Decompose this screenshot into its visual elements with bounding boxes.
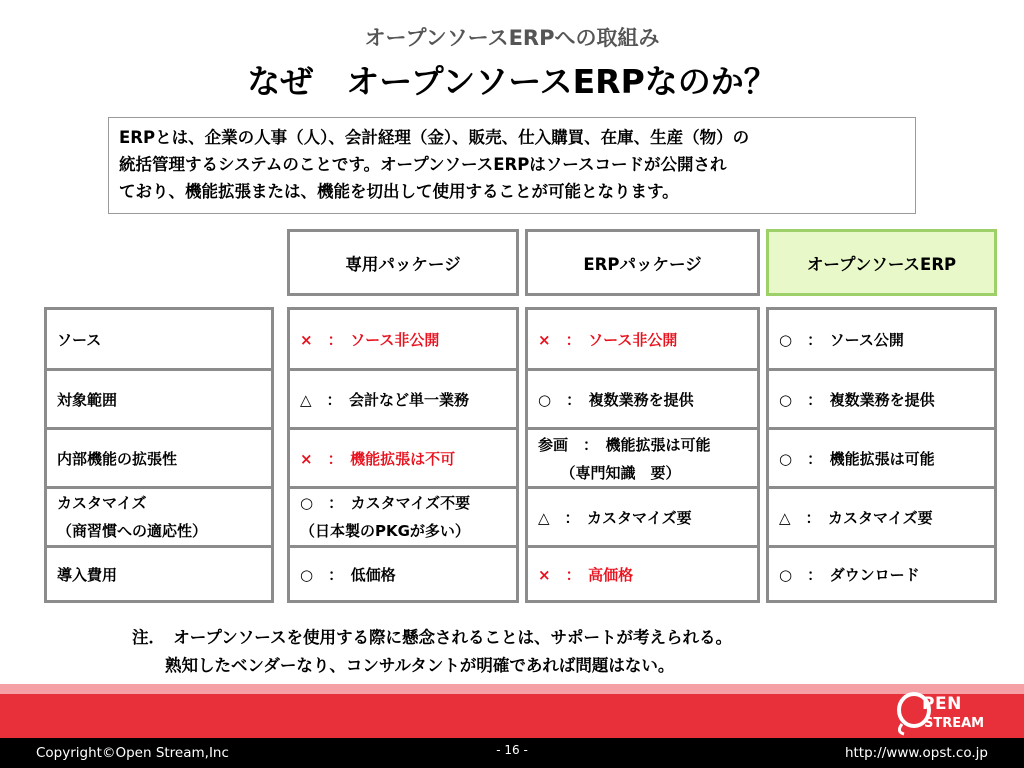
footer-stripe-highlight: [0, 684, 1024, 694]
column-header-label: ERPパッケージ: [583, 254, 702, 274]
erp-cell-scope: [528, 371, 757, 427]
footer-url-link[interactable]: http://www.opst.co.jp: [844, 745, 988, 761]
erp-column: [525, 307, 760, 603]
pkg-cell-cost: [290, 548, 516, 600]
cell-text: （専門知識 要）: [538, 464, 681, 482]
footer-bar: [0, 738, 1024, 768]
cell-text: （日本製のPKGが多い）: [300, 522, 470, 540]
row-label-source: [47, 310, 271, 368]
row-label-text: 内部機能の拡張性: [57, 449, 178, 468]
intro-line: ERPとは、企業の人事（人）、会計経理（金）、販売、仕入購買、在庫、生産（物）の: [119, 128, 750, 147]
page-number: - 16 -: [496, 743, 528, 757]
oss-cell-source: [769, 310, 994, 368]
intro-line: 統括管理するシステムのことです。オープンソースERPはソースコードが公開され: [119, 155, 727, 174]
pkg-cell-customize: [290, 486, 516, 545]
footnote: [132, 624, 732, 680]
cell-text: △ ： 会計など単一業務: [300, 390, 470, 409]
row-label-text: （商習慣への適応性）: [57, 522, 208, 540]
page-subtitle: オープンソースERPへの取組み: [364, 26, 660, 50]
pkg-cell-extensibility: [290, 430, 516, 486]
open-stream-logo: [894, 690, 994, 738]
cell-text: ○ ： 低価格: [300, 565, 396, 584]
column-header-erp: [525, 229, 760, 296]
logo-text-line1: PEN: [922, 694, 962, 714]
row-label-text: 対象範囲: [57, 390, 118, 409]
pkg-column: [287, 307, 519, 603]
erp-cell-extensibility: [528, 428, 757, 486]
page-title: なぜ オープンソースERPなのか？: [247, 62, 777, 101]
oss-cell-extensibility: [769, 430, 994, 486]
copyright-text: Copyright©Open Stream,Inc: [36, 745, 229, 761]
cell-text: △ ： カスタマイズ要: [538, 508, 692, 527]
column-header-oss: [766, 229, 997, 296]
erp-cell-source: [528, 310, 757, 368]
row-label-text: ソース: [57, 330, 102, 349]
erp-cell-customize: [528, 489, 757, 545]
row-label-extensibility: [47, 430, 271, 486]
cell-text: ○ ： 複数業務を提供: [538, 390, 694, 409]
cell-text: 参画 ： 機能拡張は可能: [538, 436, 711, 454]
cell-text: × ： 高価格: [538, 565, 634, 584]
intro-box: [108, 117, 916, 214]
cell-text: ○ ： 機能拡張は可能: [779, 449, 935, 468]
row-label-text: カスタマイズ: [57, 494, 147, 512]
row-label-customize: [47, 486, 271, 545]
erp-cell-cost: [528, 548, 757, 600]
cell-text: × ： 機能拡張は不可: [300, 449, 456, 468]
intro-line: ており、機能拡張または、機能を切出して使用することが可能となります。: [119, 182, 679, 201]
logo-text-line2: STREAM: [924, 716, 985, 731]
cell-text: △ ： カスタマイズ要: [779, 508, 933, 527]
footnote-line: 熟知したベンダーなり、コンサルタントが明確であれば問題はない。: [132, 656, 675, 675]
column-header-label: 専用パッケージ: [345, 254, 461, 274]
cell-text: ○ ： カスタマイズ不要: [300, 494, 471, 512]
cell-text: × ： ソース非公開: [300, 330, 440, 349]
cell-text: × ： ソース非公開: [538, 330, 678, 349]
column-header-label: オープンソースERP: [806, 254, 957, 274]
row-label-scope: [47, 371, 271, 427]
pkg-cell-source: [290, 310, 516, 368]
row-label-text: 導入費用: [57, 565, 118, 584]
oss-column: [766, 307, 997, 603]
cell-text: ○ ： ダウンロード: [779, 565, 920, 584]
column-header-pkg: [287, 229, 519, 296]
oss-cell-cost: [769, 548, 994, 600]
pkg-cell-scope: [290, 371, 516, 427]
row-label-cost: [47, 548, 271, 600]
cell-text: ○ ： 複数業務を提供: [779, 390, 935, 409]
cell-text: ○ ： ソース公開: [779, 330, 904, 349]
row-label-column: [44, 307, 274, 603]
footnote-line: 注． オープンソースを使用する際に懸念されることは、サポートが考えられる。: [132, 628, 732, 647]
oss-cell-customize: [769, 489, 994, 545]
oss-cell-scope: [769, 371, 994, 427]
